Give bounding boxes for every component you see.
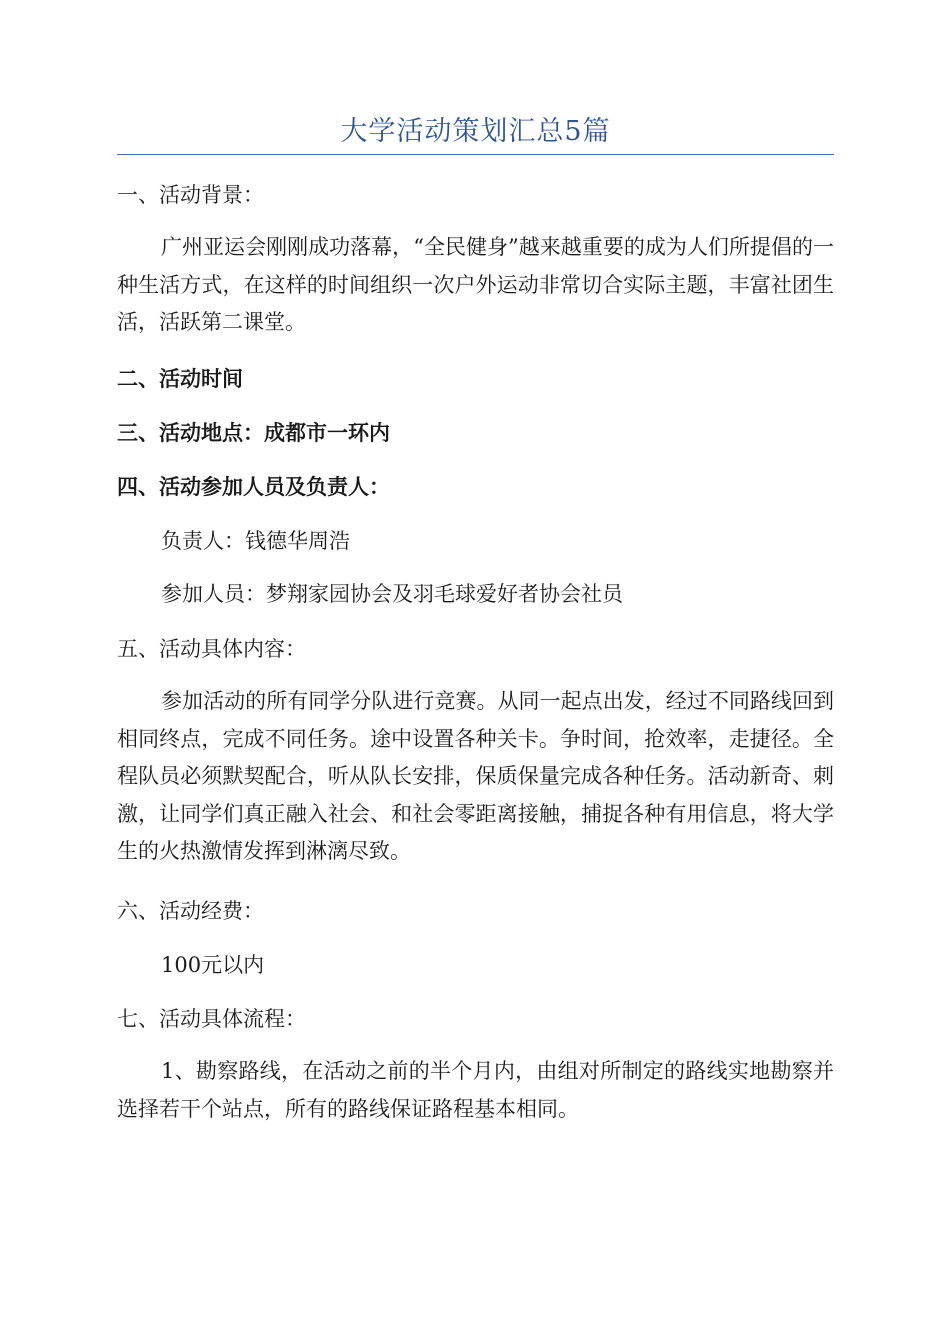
participants-leader: 负责人：钱德华周浩 bbox=[161, 529, 350, 553]
section-heading-process: 七、活动具体流程： bbox=[117, 1007, 306, 1031]
process-step-1: 1、勘察路线，在活动之前的半个月内，由组对所制定的路线实地勘察并选择若干个站点，所有的路线保证路程基本相同。 bbox=[117, 1059, 834, 1121]
section-body-background: 广州亚运会刚刚成功落幕，“全民健身”越来越重要的成为人们所提倡的一种生活方式，在这样的时间组织一次户外运动非常切合实际主题，丰富社团生活，活跃第二课堂。 bbox=[117, 235, 834, 334]
section-heading-participants: 四、活动参加人员及负责人： bbox=[117, 474, 390, 499]
section-heading-budget: 六、活动经费： bbox=[117, 899, 264, 923]
participants-members: 参加人员：梦翔家园协会及羽毛球爱好者协会社员 bbox=[161, 582, 623, 606]
section-heading-time: 二、活动时间 bbox=[117, 366, 243, 391]
section-heading-location: 三、活动地点：成都市一环内 bbox=[117, 420, 390, 445]
section-heading-content: 五、活动具体内容： bbox=[117, 637, 306, 661]
section-heading-background: 一、活动背景： bbox=[117, 183, 264, 207]
title-underline bbox=[117, 154, 834, 155]
budget-amount: 100元以内 bbox=[161, 953, 265, 977]
document-title: 大学活动策划汇总5篇 bbox=[340, 116, 611, 147]
section-body-content: 参加活动的所有同学分队进行竞赛。从同一起点出发，经过不同路线回到相同终点，完成不同任务。途中设置各种关卡。争时间，抢效率，走捷径。全程队员必须默契配合，听从队长安排，保质保量完成各种任务。活动新奇、刺激，让同学们真正融入社会、和社会零距离接触，捕捉各种有用信息，将大学生的火热激情发挥到淋漓尽致。 bbox=[117, 689, 834, 863]
